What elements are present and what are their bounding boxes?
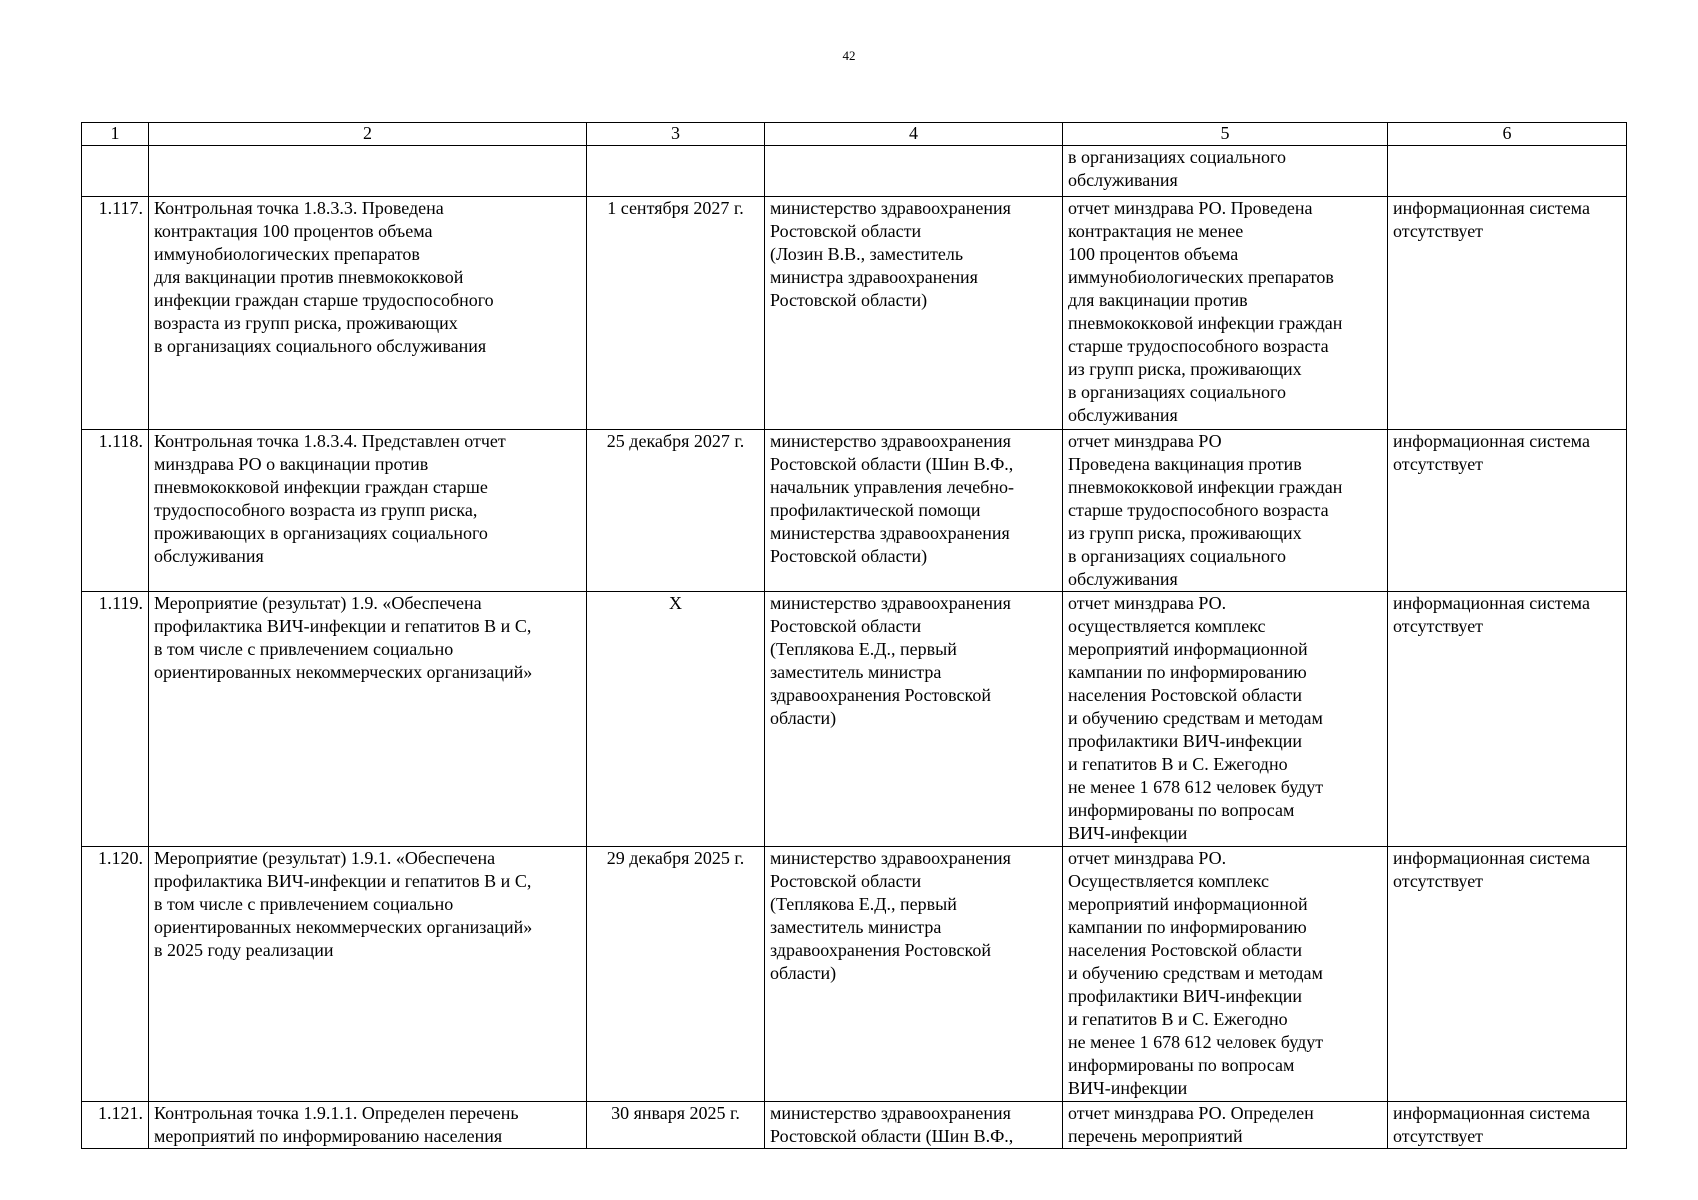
column-header: 5 [1063, 123, 1388, 146]
responsible-cell-line: заместитель министра [770, 917, 942, 937]
information-system-cell-line: информационная система [1393, 198, 1590, 218]
information-system-cell-line: отсутствует [1393, 871, 1484, 891]
measure-name-cell-line: минздрава РО о вакцинации против [154, 454, 429, 474]
result-cell-line: и обучению средствам и методам [1068, 708, 1323, 728]
row-number-cell: 1.121. [82, 1102, 149, 1149]
measure-name-cell [149, 146, 587, 197]
responsible-cell-line: здравоохранения Ростовской [770, 940, 991, 960]
row-number-cell [82, 146, 149, 197]
measure-name-cell-line: Контрольная точка 1.9.1.1. Определен перечень [154, 1103, 519, 1123]
measures-table [81, 122, 1627, 1149]
deadline-cell: 25 декабря 2027 г. [587, 430, 765, 592]
measure-name-cell [149, 197, 587, 430]
result-cell-line: отчет минздрава РО. [1068, 593, 1227, 613]
measure-name-cell-line: проживающих в организациях социального [154, 523, 488, 543]
responsible-cell-line: начальник управления лечебно- [770, 477, 1015, 497]
measure-name-cell-line: Мероприятие (результат) 1.9.1. «Обеспечена [154, 848, 496, 868]
result-cell-line: из групп риска, проживающих [1068, 359, 1302, 379]
responsible-cell-line: заместитель министра [770, 662, 942, 682]
result-cell-line: в организациях социального [1068, 382, 1286, 402]
result-cell-line: и гепатитов В и С. Ежегодно [1068, 1009, 1288, 1029]
result-cell-line: мероприятий информационной [1068, 894, 1308, 914]
responsible-cell-line: Ростовской области) [770, 290, 928, 310]
row-number-cell: 1.117. [82, 197, 149, 430]
result-cell-line: профилактики ВИЧ-инфекции [1068, 731, 1303, 751]
deadline-cell: 30 января 2025 г. [587, 1102, 765, 1149]
responsible-cell-line: министерство здравоохранения [770, 848, 1011, 868]
row-number-cell: 1.118. [82, 430, 149, 592]
responsible-cell-line: Ростовской области (Шин В.Ф., [770, 1126, 1014, 1146]
result-cell-line: отчет минздрава РО. [1068, 848, 1227, 868]
column-header: 4 [765, 123, 1063, 146]
responsible-cell [765, 592, 1063, 847]
responsible-cell-line: министерство здравоохранения [770, 1103, 1011, 1123]
measure-name-cell [149, 847, 587, 1102]
result-cell-line: обслуживания [1068, 405, 1178, 425]
responsible-cell-line: министерство здравоохранения [770, 593, 1011, 613]
measure-name-cell-line: пневмококковой инфекции граждан старше [154, 477, 488, 497]
row-number-cell: 1.119. [82, 592, 149, 847]
result-cell-line: кампании по информированию [1068, 662, 1307, 682]
measure-name-cell [149, 1102, 587, 1149]
result-cell-line: профилактики ВИЧ-инфекции [1068, 986, 1303, 1006]
measure-name-cell-line: контрактация 100 процентов объема [154, 221, 433, 241]
column-header: 1 [82, 123, 149, 146]
measure-name-cell-line: Контрольная точка 1.8.3.3. Проведена [154, 198, 444, 218]
result-cell-line: из групп риска, проживающих [1068, 523, 1302, 543]
responsible-cell-line: здравоохранения Ростовской [770, 685, 991, 705]
column-header: 6 [1388, 123, 1627, 146]
result-cell [1063, 197, 1388, 430]
result-cell-line: отчет минздрава РО [1068, 431, 1222, 451]
information-system-cell-line: информационная система [1393, 593, 1590, 613]
measure-name-cell-line: трудоспособного возраста из групп риска, [154, 500, 478, 520]
result-cell-line: населения Ростовской области [1068, 685, 1302, 705]
result-cell-line: иммунобиологических препаратов [1068, 267, 1334, 287]
responsible-cell-line: министерства здравоохранения [770, 523, 1010, 543]
result-cell-line: ВИЧ-инфекции [1068, 823, 1188, 843]
result-cell-line: отчет минздрава РО. Определен [1068, 1103, 1314, 1123]
result-cell-line: пневмококковой инфекции граждан [1068, 477, 1343, 497]
measure-name-cell-line: в 2025 году реализации [154, 940, 334, 960]
result-cell-line: населения Ростовской области [1068, 940, 1302, 960]
result-cell [1063, 430, 1388, 592]
responsible-cell-line: (Теплякова Е.Д., первый [770, 639, 957, 659]
measure-name-cell [149, 592, 587, 847]
responsible-cell-line: Ростовской области [770, 616, 922, 636]
responsible-cell-line: Ростовской области [770, 871, 922, 891]
result-cell-line: старше трудоспособного возраста [1068, 500, 1329, 520]
table-row [82, 1102, 1627, 1149]
result-cell-line: пневмококковой инфекции граждан [1068, 313, 1343, 333]
measure-name-cell-line: мероприятий по информированию населения [154, 1126, 503, 1146]
result-cell-line: перечень мероприятий [1068, 1126, 1243, 1146]
information-system-cell [1388, 146, 1627, 197]
result-cell-line: в организациях социального [1068, 546, 1286, 566]
table-row [82, 592, 1627, 847]
measure-name-cell-line: инфекции граждан старше трудоспособного [154, 290, 494, 310]
responsible-cell [765, 197, 1063, 430]
deadline-cell: X [587, 592, 765, 847]
result-cell-line: информированы по вопросам [1068, 800, 1295, 820]
result-cell-line: и гепатитов В и С. Ежегодно [1068, 754, 1288, 774]
information-system-cell-line: отсутствует [1393, 454, 1484, 474]
measure-name-cell [149, 430, 587, 592]
information-system-cell [1388, 847, 1627, 1102]
information-system-cell-line: информационная система [1393, 848, 1590, 868]
responsible-cell-line: Ростовской области [770, 221, 922, 241]
result-cell-line: не менее 1 678 612 человек будут [1068, 1032, 1324, 1052]
measure-name-cell-line: возраста из групп риска, проживающих [154, 313, 458, 333]
responsible-cell [765, 1102, 1063, 1149]
responsible-cell-line: (Лозин В.В., заместитель [770, 244, 964, 264]
measure-name-cell-line: обслуживания [154, 546, 264, 566]
table-row [82, 430, 1627, 592]
table-header-row [82, 123, 1627, 146]
responsible-cell-line: министерство здравоохранения [770, 198, 1011, 218]
result-cell-line: Осуществляется комплекс [1068, 871, 1270, 891]
measure-name-cell-line: в том числе с привлечением социально [154, 639, 454, 659]
result-cell-line: мероприятий информационной [1068, 639, 1308, 659]
result-cell-line: и обучению средствам и методам [1068, 963, 1323, 983]
result-cell-line: отчет минздрава РО. Проведена [1068, 198, 1313, 218]
information-system-cell [1388, 430, 1627, 592]
measure-name-cell-line: ориентированных некоммерческих организаций» [154, 917, 533, 937]
measure-name-cell-line: профилактика ВИЧ-инфекции и гепатитов В и С, [154, 871, 532, 891]
result-cell [1063, 847, 1388, 1102]
column-header: 3 [587, 123, 765, 146]
result-cell-line: кампании по информированию [1068, 917, 1307, 937]
information-system-cell-line: отсутствует [1393, 221, 1484, 241]
information-system-cell-line: информационная система [1393, 1103, 1590, 1123]
deadline-cell: 29 декабря 2025 г. [587, 847, 765, 1102]
result-cell-line: для вакцинации против [1068, 290, 1248, 310]
deadline-cell [587, 146, 765, 197]
information-system-cell [1388, 197, 1627, 430]
table-row [82, 146, 1627, 197]
responsible-cell-line: министерство здравоохранения [770, 431, 1011, 451]
information-system-cell-line: отсутствует [1393, 616, 1484, 636]
responsible-cell-line: министра здравоохранения [770, 267, 978, 287]
measure-name-cell-line: в том числе с привлечением социально [154, 894, 454, 914]
responsible-cell [765, 430, 1063, 592]
deadline-cell: 1 сентября 2027 г. [587, 197, 765, 430]
result-cell-line: 100 процентов объема [1068, 244, 1239, 264]
table-row [82, 847, 1627, 1102]
responsible-cell [765, 146, 1063, 197]
column-header: 2 [149, 123, 587, 146]
responsible-cell-line: Ростовской области (Шин В.Ф., [770, 454, 1014, 474]
result-cell-line: осуществляется комплекс [1068, 616, 1266, 636]
responsible-cell-line: профилактической помощи [770, 500, 981, 520]
responsible-cell-line: Ростовской области) [770, 546, 928, 566]
responsible-cell-line: области) [770, 963, 837, 983]
measure-name-cell-line: Мероприятие (результат) 1.9. «Обеспечена [154, 593, 482, 613]
responsible-cell-line: (Теплякова Е.Д., первый [770, 894, 957, 914]
table-body [82, 146, 1627, 1149]
result-cell-line: старше трудоспособного возраста [1068, 336, 1329, 356]
measure-name-cell-line: профилактика ВИЧ-инфекции и гепатитов В и С, [154, 616, 532, 636]
information-system-cell-line: информационная система [1393, 431, 1590, 451]
result-cell-line: Проведена вакцинация против [1068, 454, 1302, 474]
result-cell-line: в организациях социального [1068, 147, 1286, 167]
responsible-cell-line: области) [770, 708, 837, 728]
page-number: 42 [842, 48, 856, 63]
result-cell-line: ВИЧ-инфекции [1068, 1078, 1188, 1098]
table-row [82, 197, 1627, 430]
result-cell-line: обслуживания [1068, 569, 1178, 589]
row-number-cell: 1.120. [82, 847, 149, 1102]
measure-name-cell-line: ориентированных некоммерческих организаций» [154, 662, 533, 682]
result-cell [1063, 146, 1388, 197]
measure-name-cell-line: иммунобиологических препаратов [154, 244, 420, 264]
result-cell-line: обслуживания [1068, 170, 1178, 190]
result-cell [1063, 1102, 1388, 1149]
responsible-cell [765, 847, 1063, 1102]
measure-name-cell-line: для вакцинации против пневмококковой [154, 267, 464, 287]
measure-name-cell-line: Контрольная точка 1.8.3.4. Представлен отчет [154, 431, 506, 451]
result-cell-line: контрактация не менее [1068, 221, 1244, 241]
result-cell-line: не менее 1 678 612 человек будут [1068, 777, 1324, 797]
information-system-cell [1388, 1102, 1627, 1149]
result-cell-line: информированы по вопросам [1068, 1055, 1295, 1075]
information-system-cell [1388, 592, 1627, 847]
measure-name-cell-line: в организациях социального обслуживания [154, 336, 487, 356]
information-system-cell-line: отсутствует [1393, 1126, 1484, 1146]
result-cell [1063, 592, 1388, 847]
